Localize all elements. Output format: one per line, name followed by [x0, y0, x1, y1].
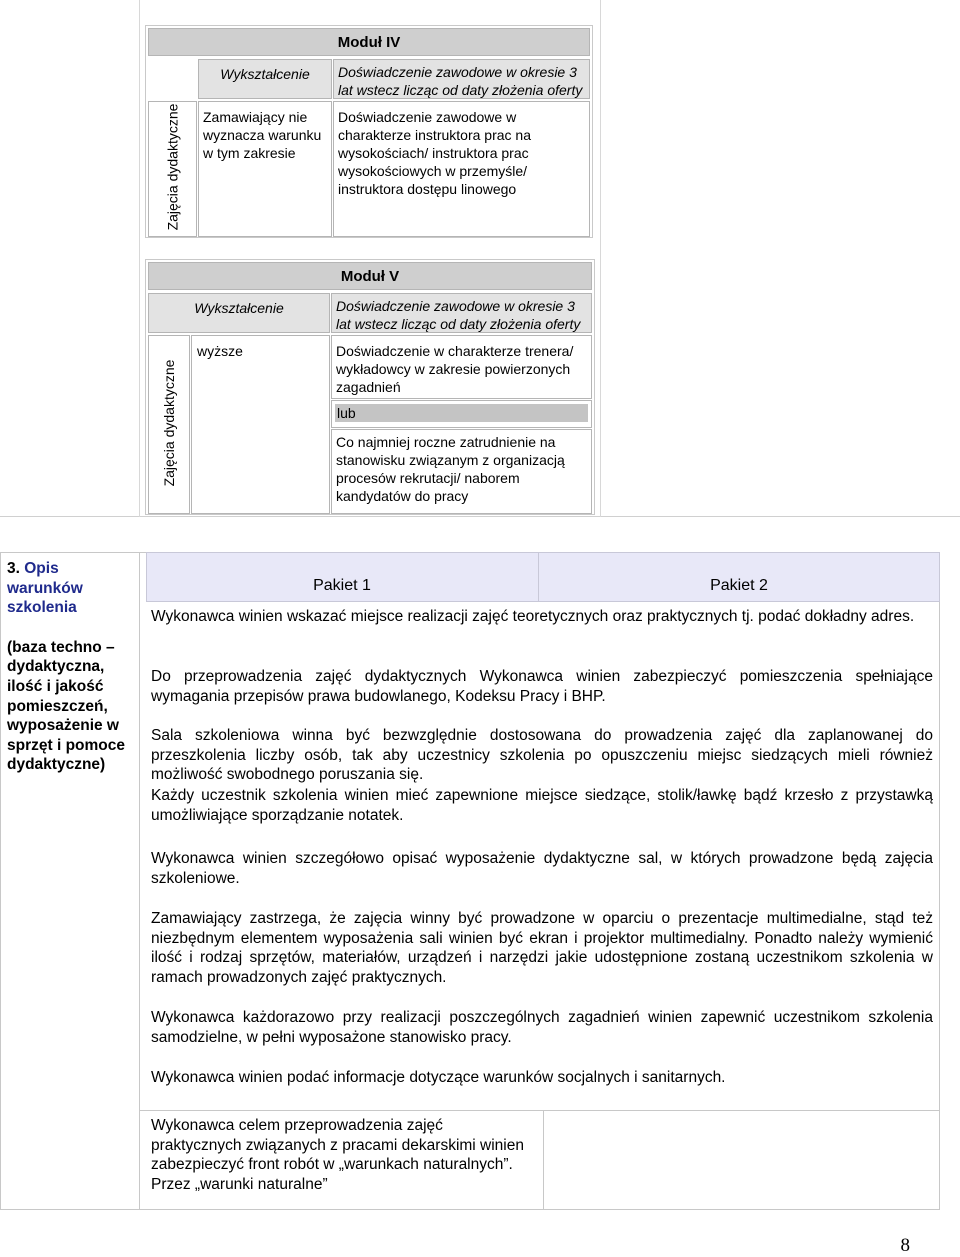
paragraph-6: Zamawiający zastrzega, że zajęcia winny być prowadzone w oparciu o prezentacje multimedialne, stąd też niezbędnym elementem wyposażenia sali winien być ekran i projektor multimedialny. Ponadto należy wymienić ilość i rodzaj sprzętów, materiałów, urządzeń i narzędzi jakie udostępnione zostaną uczestnikom szkolenia w ramach prowadzonych zajęć praktycznych. — [151, 910, 933, 986]
bottom-row-top-line — [139, 1110, 940, 1111]
modul5-table — [145, 259, 595, 515]
paragraph-2: Do przeprowadzenia zajęć dydaktycznych Wykonawca winien zabezpieczyć pomieszczenia spełniające wymagania przepisów prawa budowlanego, Kodeksu Pracy i BHP. — [151, 668, 933, 705]
page-frame-left-line — [139, 0, 140, 517]
page-number: 8 — [900, 1235, 910, 1256]
page-frame-right-line — [600, 0, 601, 517]
modul5-col-experience: Doświadczenie zawodowe w okresie 3 lat wstecz licząc od daty złożenia oferty — [331, 293, 592, 333]
modul5-col-education: Wykształcenie — [148, 293, 330, 333]
modul5-row-label: Zajęcia dydaktyczne — [161, 359, 177, 487]
modul5-or-bar: lub — [335, 404, 588, 422]
modul4-col-education: Wykształcenie — [198, 59, 332, 99]
section3-heading — [7, 559, 137, 775]
modul5-or-label — [331, 400, 592, 428]
modul4-education-value: Zamawiający nie wyznacza warunku w tym zakresie — [198, 101, 332, 237]
modul4-title: Moduł IV — [148, 28, 590, 56]
modul4-experience-value: Doświadczenie zawodowe w charakterze instruktora prac na wysokościach/ instruktora prac wysokościowych w przemyśle/ instruktora dostępu linowego — [333, 101, 590, 237]
package-1-header: Pakiet 1 — [313, 577, 371, 594]
modul4-row-label-cell — [148, 101, 197, 237]
modul5-experience-value-2: Co najmniej roczne zatrudnienie na stanowisku związanym z organizacją procesów rekrutacji/ naborem kandydatów do pracy — [331, 429, 592, 514]
section3-heading-number: 3. — [7, 560, 20, 577]
section3-heading-spacer — [7, 618, 137, 638]
section3-heading-title: Opis warunków szkolenia — [7, 560, 83, 617]
paragraph-7: Wykonawca każdorazowo przy realizacji poszczególnych zagadnień winien zapewnić uczestnikom szkolenia samodzielne, w pełni wyposażone stanowisko pracy. — [151, 1009, 933, 1046]
section3-divider — [139, 552, 140, 1210]
modul5-education-value: wyższe — [191, 335, 330, 514]
bottom-note: Wykonawca celem przeprowadzenia zajęć praktycznych związanych z pracami dekarskimi winien zabezpieczyć front robót w „warunkach naturalnych”. Przez „warunki naturalne” — [151, 1117, 524, 1193]
bottom-row-split — [543, 1110, 544, 1210]
paragraph-4: Każdy uczestnik szkolenia winien mieć zapewnione miejsce siedzące, stolik/ławkę bądź krzesło z przystawką umożliwiające sporządzanie notatek. — [151, 787, 933, 824]
modul4-col-experience: Doświadczenie zawodowe w okresie 3 lat wstecz licząc od daty złożenia oferty — [333, 59, 590, 99]
section3-heading-detail: (baza techno – dydaktyczna, ilość i jakość pomieszczeń, wyposażenie w sprzęt i pomoce dydaktyczne) — [7, 638, 125, 774]
package-2-header: Pakiet 2 — [710, 577, 768, 594]
modul4-row-label: Zajęcia dydaktyczne — [164, 103, 181, 231]
modul5-row-label-cell — [148, 335, 190, 514]
modul5-title: Moduł V — [148, 262, 592, 290]
modul5-experience-value-1: Doświadczenie w charakterze trenera/ wykładowcy w zakresie powierzonych zagadnień — [331, 335, 592, 399]
paragraph-8: Wykonawca winien podać informacje dotyczące warunków socjalnych i sanitarnych. — [151, 1069, 726, 1086]
modul4-table — [145, 25, 593, 238]
paragraph-3: Sala szkoleniowa winna być bezwzględnie dostosowana do prowadzenia zajęć dla zaplanowanej do przeszkolenia liczby osób, tak aby uczestnicy szkolenia po opuszczeniu miejsc siedzących mieli również możliwość swobodnego poruszania się. — [151, 727, 933, 783]
paragraph-1: Wykonawca winien wskazać miejsce realizacji zajęć teoretycznych oraz praktycznych tj. podać dokładny adres. — [151, 608, 915, 625]
paragraph-5: Wykonawca winien szczegółowo opisać wyposażenie dydaktyczne sal, w których prowadzone będą zajęcia szkoleniowe. — [151, 850, 933, 887]
